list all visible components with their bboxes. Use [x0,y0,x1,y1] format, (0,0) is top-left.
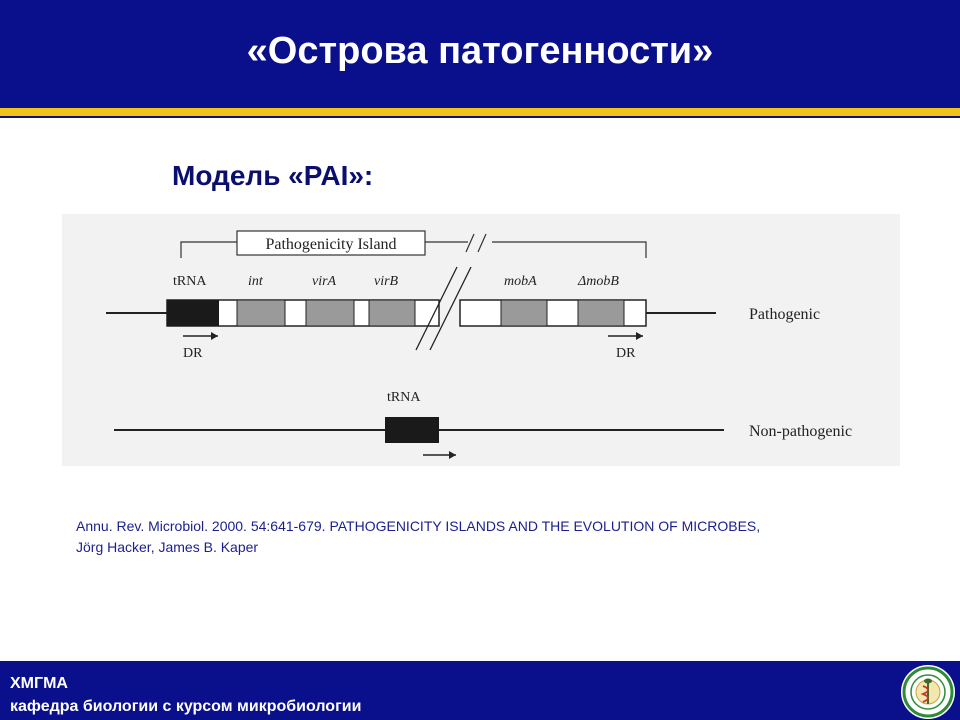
gene-block-moba [501,300,547,326]
dr-right-arrowhead [636,332,643,340]
gene-label-moba: mobA [504,274,537,289]
gene-block-deltamobb [578,300,624,326]
island-label: Pathogenicity Island [265,236,397,253]
gene-label-vira: virA [312,274,337,289]
dr-left-label: DR [183,346,203,361]
slide-title: «Острова патогенности» [246,30,714,72]
pathogenic-label: Pathogenic [749,306,821,323]
gene-block-trna [167,300,219,326]
gene-label-int: int [248,274,263,289]
institution-logo [900,664,956,720]
gene-label-virb: virB [374,274,399,289]
footer-department: кафедра биологии с курсом микробиологии [10,698,362,715]
bracket-break-2 [478,234,486,252]
slide-subtitle: Модель «PAI»: [172,160,374,191]
non-pathogenic-label: Non-pathogenic [749,423,853,440]
gene-block-vira [306,300,354,326]
citation [76,516,896,558]
bottom-trna-label: tRNA [387,390,421,405]
bracket-break-1 [466,234,474,252]
dr-left-arrowhead [211,332,218,340]
gene-label-deltamobb: ΔmobB [578,274,619,289]
bottom-trna-block [385,417,439,443]
bottom-trna-arrowhead [449,451,456,459]
citation-line-2: Jörg Hacker, James B. Kaper [76,539,259,555]
gene-block-int [237,300,285,326]
dr-right-label: DR [616,346,636,361]
citation-line-1: Annu. Rev. Microbiol. 2000. 54:641-679. PATHOGENICITY ISLANDS AND THE EVOLUTION OF MICROBES, [76,518,761,534]
gene-label-trna: tRNA [173,274,207,289]
gene-block-virb [369,300,415,326]
footer-institution: ХМГМА [10,675,68,692]
